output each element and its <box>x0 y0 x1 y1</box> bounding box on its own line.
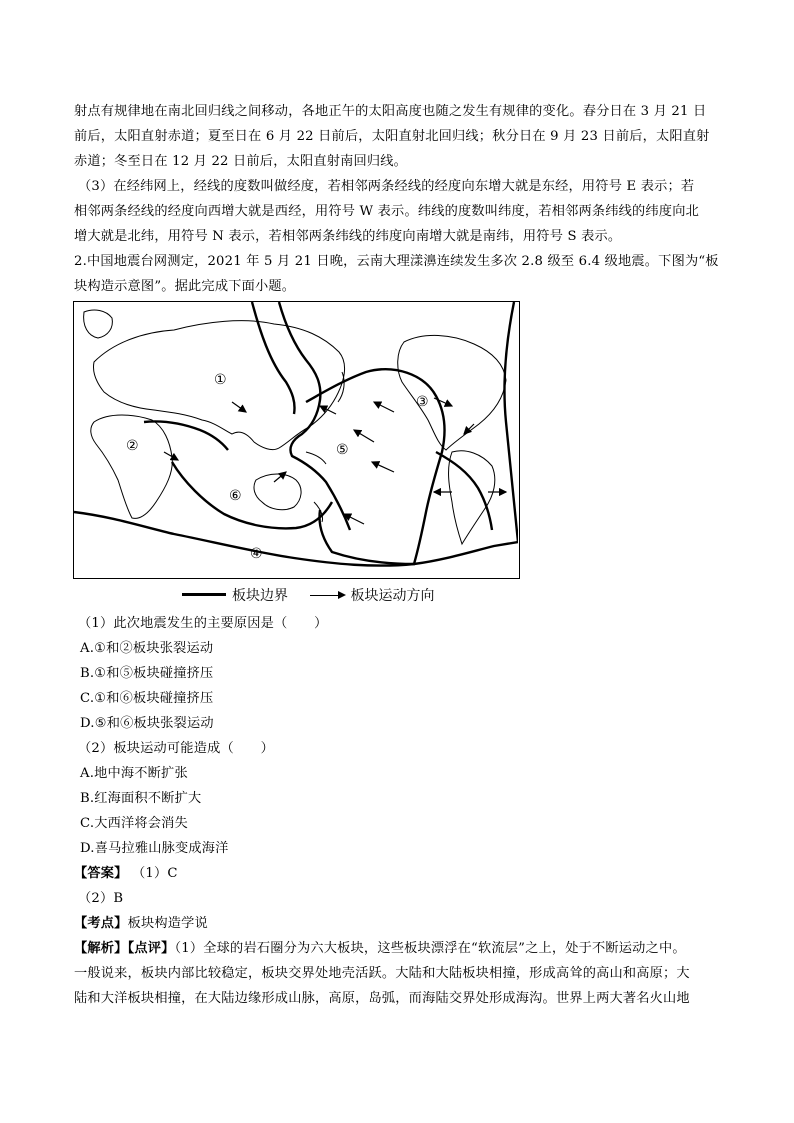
question-2-option-d: D.喜马拉雅山脉变成海洋 <box>80 841 229 856</box>
question-1-option-d: D.⑤和⑥板块张裂运动 <box>80 716 214 731</box>
question-1-option-b: B.①和⑤板块碰撞挤压 <box>80 666 214 681</box>
jiexi-tag: 【解析】 <box>74 941 128 956</box>
map-legend <box>182 584 452 605</box>
plate-boundaries <box>74 302 518 566</box>
arrow-eurasia <box>232 402 246 412</box>
jiexi-line-2: 一般说来，板块内部比较稳定，板块交界处地壳活跃。大陆和大陆板块相撞，形成高耸的高山和高原；大 <box>74 966 690 981</box>
plate-tectonics-map <box>73 301 520 579</box>
question-intro: 2.中国地震台网测定，2021 年 5 月 21 日晚，云南大理漾濞连续发生多次 2.8 级至 6.4 级地震。下图为“板 <box>74 254 719 269</box>
question-2-option-a: A.地中海不断扩张 <box>80 766 188 781</box>
question-2-stem: （2）板块运动可能造成（ ） <box>78 741 275 756</box>
legend-direction <box>310 585 434 605</box>
text-line: 相邻两条经线的经度向西增大就是西经，用符号 W 表示。纬线的度数叫纬度，若相邻两条纬线的纬度向北 <box>74 204 699 219</box>
legend-boundary-label: 板块边界 <box>232 587 288 604</box>
jiexi-line-1 <box>74 937 686 956</box>
boundary-line-icon <box>182 593 226 596</box>
text-line: （3）在经纬网上，经线的度数叫做经度，若相邻两条经线的经度向东增大就是东经，用符号 E 表示；若 <box>78 179 695 194</box>
text-line: 前后，太阳直射赤道；夏至日在 6 月 22 日前后，太阳直射北回归线；秋分日在 9 月 23 日前后，太阳直射 <box>74 129 710 144</box>
arrow-na <box>434 398 452 406</box>
text-line: 射点有规律地在南北回归线之间移动，各地正午的太阳高度也随之发生有规律的变化。春分日在 3 月 21 日 <box>74 104 707 119</box>
arrow-pacific-4 <box>372 462 394 472</box>
dianping-tag: 【点评】 <box>127 941 175 956</box>
plate-label-5: ⑤ <box>336 442 349 458</box>
kaodian-line <box>74 912 208 931</box>
answer-2: （2）B <box>78 891 124 906</box>
answer-1: （1）C <box>131 866 178 881</box>
legend-boundary <box>182 585 288 605</box>
question-1-stem: （1）此次地震发生的主要原因是（ ） <box>78 616 328 631</box>
motion-arrows <box>164 398 506 524</box>
text-line: 增大就是北纬，用符号 N 表示，若相邻两条纬线的纬度向南增大就是南纬，用符号 S 表示。 <box>74 229 622 244</box>
map-svg <box>74 302 518 577</box>
arrow-pacific-1 <box>320 406 336 414</box>
question-1-option-c: C.①和⑥板块碰撞挤压 <box>80 691 214 706</box>
kaodian-tag: 【考点】 <box>74 916 128 931</box>
kaodian-text: 板块构造学说 <box>127 916 208 931</box>
continent-outlines <box>84 310 506 544</box>
question-intro: 块构造示意图”。据此完成下面小题。 <box>74 279 296 294</box>
arrow-aus <box>274 472 286 482</box>
text-line: 赤道；冬至日在 12 月 22 日前后，太阳直射南回归线。 <box>74 154 408 169</box>
jiexi-line-3: 陆和大洋板块相撞，在大陆边缘形成山脉，高原，岛弧，而海陆交界处形成海沟。世界上两大著名火山地 <box>74 991 690 1006</box>
answer-tag: 【答案】 <box>74 866 128 881</box>
question-2-option-b: B.红海面积不断扩大 <box>80 791 202 806</box>
plate-label-1: ① <box>214 372 227 388</box>
arrow-right-icon <box>310 595 344 597</box>
plate-label-2: ② <box>126 438 139 454</box>
legend-direction-label: 板块运动方向 <box>350 588 435 605</box>
plate-label-3: ③ <box>416 394 429 410</box>
question-1-option-a: A.①和②板块张裂运动 <box>80 641 214 656</box>
arrow-pacific-2 <box>354 430 374 442</box>
jiexi-text-1: （1）全球的岩石圈分为六大板块，这些板块漂浮在“软流层”之上，处于不断运动之中。 <box>174 941 686 956</box>
plate-label-6: ⑥ <box>229 488 242 504</box>
question-2-option-c: C.大西洋将会消失 <box>80 816 188 831</box>
arrow-pacific-3 <box>374 402 394 412</box>
answer-line <box>74 862 178 881</box>
plate-label-4: ④ <box>250 546 263 562</box>
